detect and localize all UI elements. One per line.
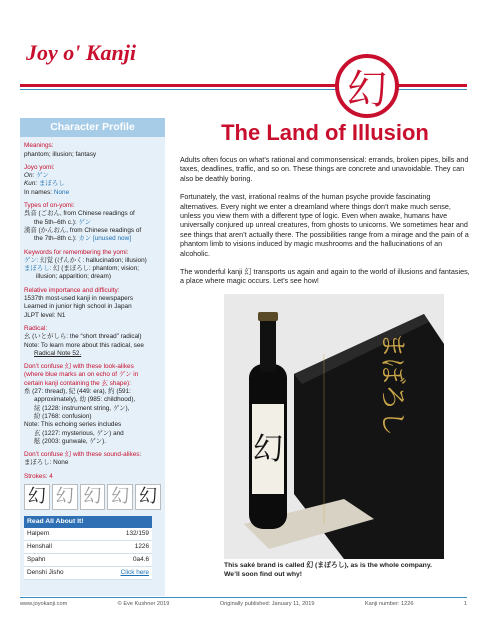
page-footer	[20, 597, 467, 607]
stroke-step: 幻	[135, 484, 161, 510]
denshi-jisho-link[interactable]: Click here	[120, 568, 149, 576]
table-row: Henshall 1226	[24, 541, 152, 554]
bottle-kanji: 幻	[253, 432, 283, 467]
stroke-step: 幻	[80, 484, 106, 510]
paragraph: Adults often focus on what’s rational and commonsensical: errands, broken pipes, bills and taxes, deadlines, traffic, and so on. These things are concrete and unavoidable. They can also be deathly boring.	[180, 155, 469, 183]
footer-website[interactable]: www.joyokanji.com	[20, 601, 68, 607]
header-divider-blue	[20, 89, 467, 90]
importance-section: Relative importance and difficulty: 1537th most-used kanji in newspapers Learned in junior high school in Japan JLPT level: N1	[24, 286, 134, 319]
photo-caption: This saké brand is called 幻 (まぼろし), as is the whole company. We’ll soon find out why!	[224, 562, 432, 578]
reference-table	[24, 516, 152, 580]
look-alikes-section: Don’t confuse 幻 with these look-alikes (where blue marks an on echo of ゲン in certain kanji containing the 玄 shape): 糸 (27: thread), 紀 (449: era), 約 (591: approximately), 幼 (985: childhood), 絃 (1228: instrument string, ゲン), 紛 (1768: confusion) Note: This echoing series includes 玄 (1227: mysterious, ゲン) and 舷 (2003: gunwale, ゲン).	[24, 363, 139, 445]
keywords-section: Keywords for remembering the yomi: ゲン: 幻覚 (げんかく: hallucination; illusion) まぼろし: 幻 (まぼろし: phantom; vision; illusion; apparition; dream)	[24, 248, 147, 281]
on-yomi-types-section: Types of on-yomi: 呉音 (ごおん, from Chinese readings of the 5th–6th c.): ゲン 漢音 (かんおん, from Chinese readings of the 7th–8th c.): カン [unused now]	[24, 202, 142, 243]
logo: Joy o' Kanji	[26, 40, 137, 65]
sound-alikes-section: Don’t confuse 幻 with these sound-alikes: まぼろし: None	[24, 451, 142, 467]
kanji-badge: 幻	[335, 54, 399, 118]
sake-photo	[224, 294, 444, 559]
header-divider-red	[20, 84, 467, 87]
meanings-section: Meanings: phantom; illusion; fantasy	[24, 142, 97, 158]
sidebar-title: Character Profile	[20, 118, 165, 137]
table-row: Halpern 132/159	[24, 528, 152, 540]
radical-section: Radical: 幺 (いとがしら: the “short thread” radical) Note: To learn more about this radical, see Radical Note 52.	[20, 325, 165, 358]
paragraph: The wonderful kanji 幻 transports us again and again to the world of illusions and fantasies, a place where magic occurs. Let’s see how!	[180, 267, 470, 286]
footer-page-number: 1	[463, 601, 467, 607]
stroke-step: 幻	[107, 484, 133, 510]
character-profile-sidebar	[20, 118, 165, 596]
stroke-step: 幻	[52, 484, 78, 510]
joyo-yomi-section: Joyo yomi: On: ゲン Kun: まぼろし In names: None	[24, 163, 70, 196]
footer-copyright: © Eve Kushner 2019	[117, 601, 170, 607]
article-main	[180, 118, 470, 286]
box-label: まぼろし	[377, 331, 407, 437]
strokes-section: Strokes: 4	[24, 472, 53, 480]
table-row: Spahn 0a4.6	[24, 554, 152, 567]
article-title: The Land of Illusion	[221, 120, 429, 145]
radical-note-link[interactable]: Radical Note 52.	[34, 349, 82, 357]
footer-kanji-number: Kanji number: 1226	[364, 601, 414, 607]
reference-table-title: Read All About It!	[24, 516, 152, 528]
sake-bottle-illustration	[224, 294, 444, 559]
footer-published: Originally published: January 11, 2019	[219, 601, 315, 607]
paragraph: Fortunately, the vast, irrational realms of the human psyche provide fascinating alternatives. Every night we enter a dreamland where things don’t make much sense, unless you view them with a different type of logic. Even when awake, humans have universally conjured up unreal creatures, from ghosts to unicorns. We sometimes hear and see things that aren’t actually there. The possibilities range from a mirage and the pain of a phantom limb to visions induced by magic mushrooms and the hallucinations of an alcoholic.	[180, 192, 469, 258]
table-row: Denshi Jisho Click here	[24, 566, 152, 579]
page-header	[0, 0, 487, 112]
stroke-step: 幻	[24, 484, 50, 510]
stroke-order-row	[20, 481, 165, 510]
